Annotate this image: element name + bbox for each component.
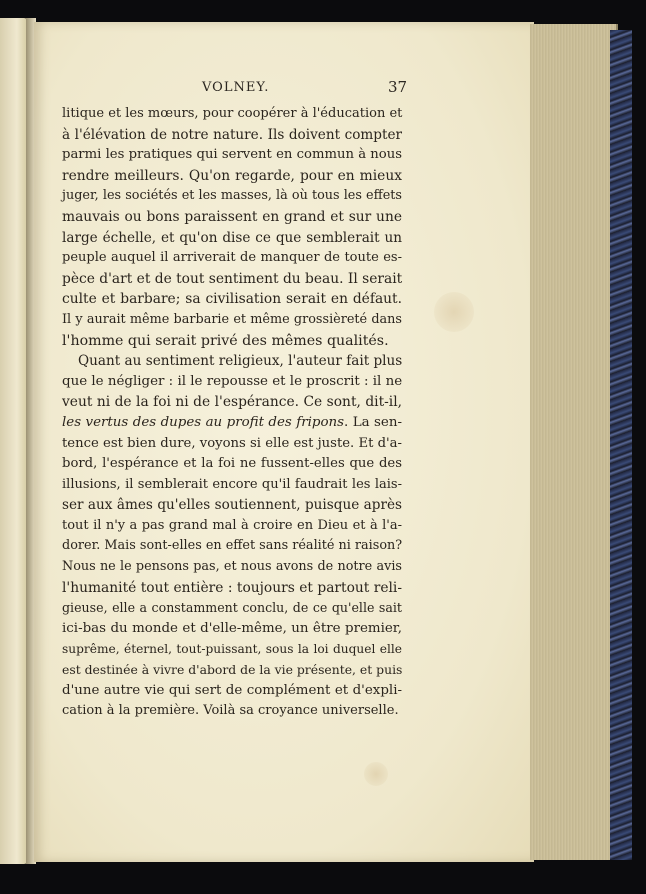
left-page-edge — [0, 18, 28, 864]
text-line: cation à la première. Voilà sa croyance universelle. — [62, 703, 399, 719]
running-title: VOLNEY. — [202, 80, 270, 95]
text-line: large échelle, et qu'on dise ce que semblerait un — [62, 229, 402, 246]
text-line: bord, l'espérance et la foi ne fussent-elles que des — [62, 456, 402, 472]
text-line: suprême, éternel, tout-puissant, sous la loi duquel elle — [62, 642, 402, 657]
text-line: l'humanité tout entière : toujours et partout reli- — [62, 579, 402, 596]
page-block-edges — [530, 24, 618, 860]
text-line: que le négliger : il le repousse et le proscrit : il ne — [62, 373, 403, 389]
text-line: litique et les mœurs, pour coopérer à l'éducation et — [62, 106, 403, 121]
text-line: Nous ne le pensons pas, et nous avons de notre avis — [62, 559, 402, 575]
text-line: ici-bas du monde et d'elle-même, un être premier, — [62, 620, 402, 636]
italic-quote: les vertus des dupes au profit des fripons — [62, 414, 345, 430]
text-line: gieuse, elle a constamment conclu, de ce qu'elle sait — [62, 600, 402, 616]
text-line: culte et barbare; sa civilisation serait en défaut. — [62, 291, 402, 308]
text-line: juger, les sociétés et les masses, là où tous les effets — [62, 188, 402, 204]
paragraph-1 — [62, 104, 402, 351]
text-line: parmi les pratiques qui servent en commun à nous — [62, 147, 402, 163]
page-number: 37 — [388, 78, 408, 96]
italic-line-rest: . La sen- — [344, 414, 403, 430]
marbled-cover — [610, 30, 632, 860]
text-line: est destinée à vivre d'abord de la vie présente, et puis — [62, 662, 403, 678]
text-line-with-italic — [62, 413, 402, 434]
text-line: peuple auquel il arriverait de manquer de toute es- — [62, 250, 402, 266]
paper-stain — [364, 762, 388, 786]
text-line: Il y aurait même barbarie et même grossièreté dans — [62, 311, 402, 327]
paper-stain — [434, 292, 474, 332]
paragraph-2 — [62, 351, 402, 722]
body-text — [62, 104, 402, 722]
text-line: d'une autre vie qui sert de complément et d'expli- — [62, 682, 402, 698]
text-line: illusions, il semblerait encore qu'il faudrait les lais- — [62, 476, 402, 492]
text-line: tence est bien dure, voyons si elle est juste. Et d'a- — [62, 435, 402, 451]
text-line: rendre meilleurs. Qu'on regarde, pour en mieux — [62, 167, 402, 184]
text-line: mauvais ou bons paraissent en grand et sur une — [62, 208, 402, 225]
text-line: tout il n'y a pas grand mal à croire en Dieu et à l'a- — [62, 517, 402, 533]
text-line: à l'élévation de notre nature. Ils doivent compter — [62, 126, 402, 143]
text-line: pèce d'art et de tout sentiment du beau. Il serait — [62, 270, 403, 287]
text-line: l'homme qui serait privé des mêmes qualités. — [62, 332, 389, 349]
text-line: dorer. Mais sont-elles en effet sans réalité ni raison? — [62, 538, 403, 554]
text-line: veut ni de la foi ni de l'espérance. Ce sont, dit-il, — [62, 394, 402, 411]
text-line: ser aux âmes qu'elles soutiennent, puisque après — [62, 497, 402, 514]
text-line: Quant au sentiment religieux, l'auteur fait plus — [78, 353, 403, 370]
